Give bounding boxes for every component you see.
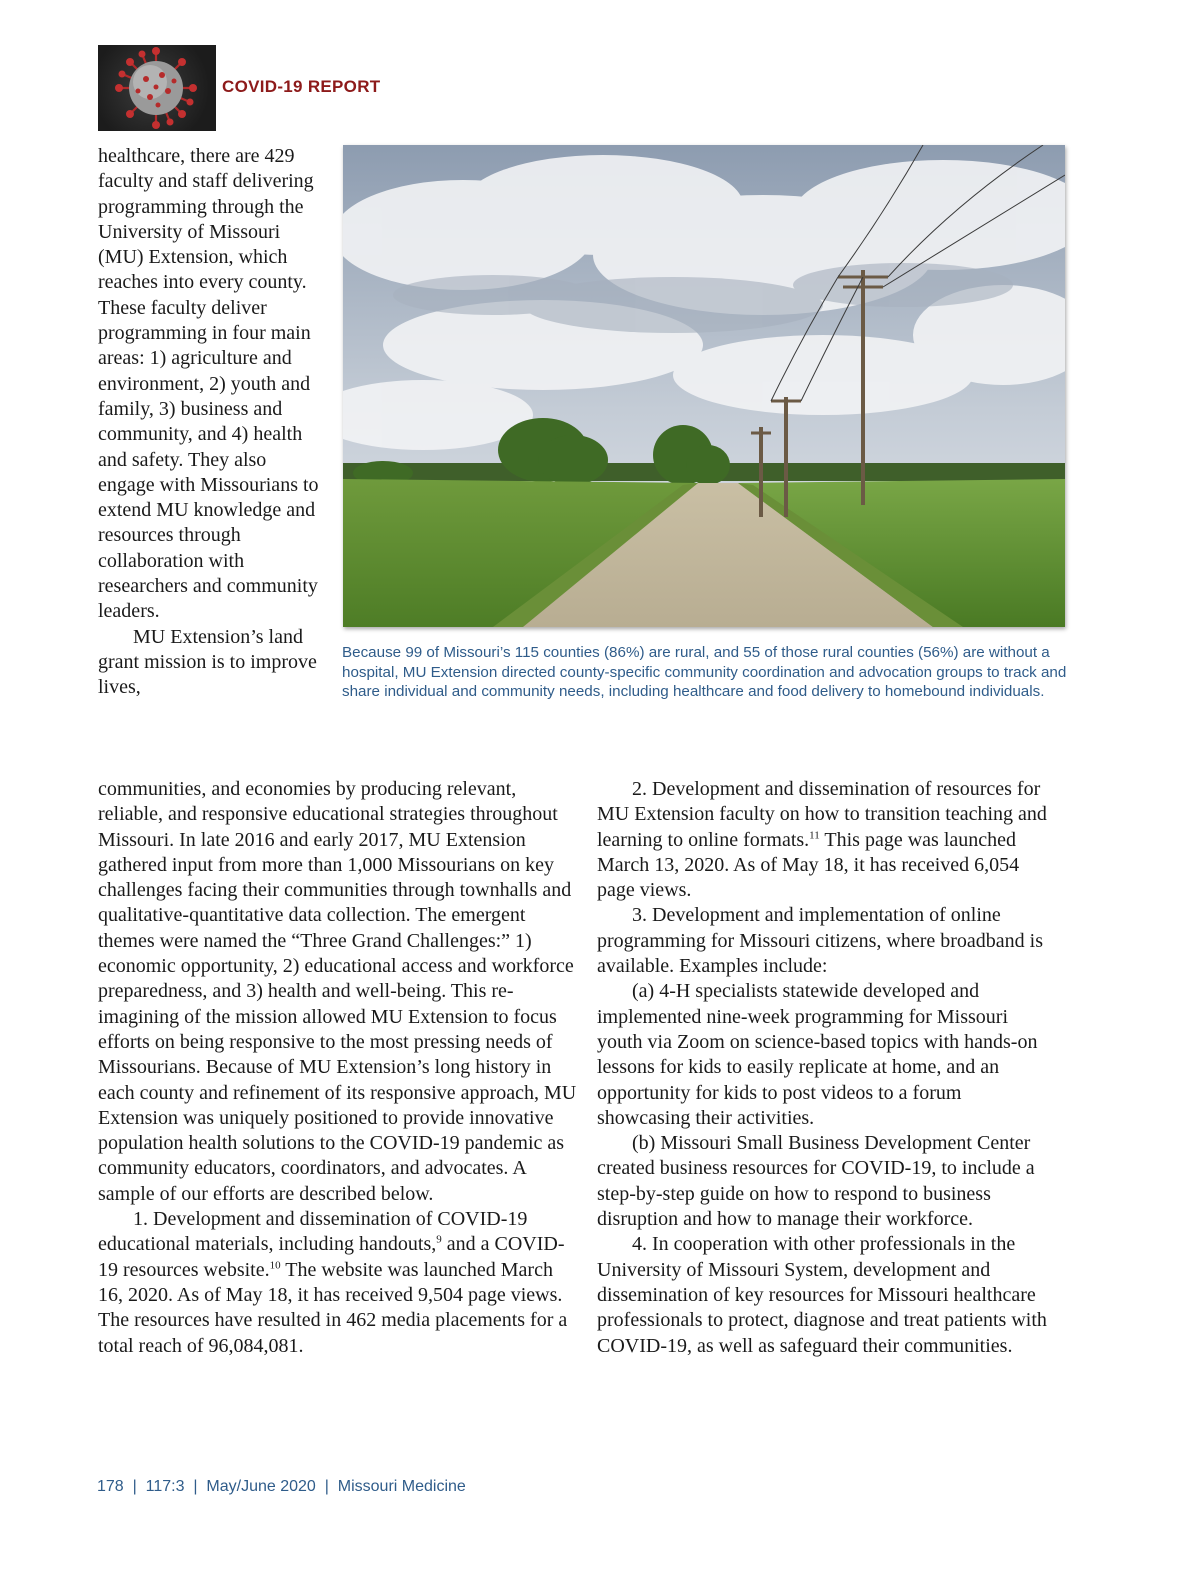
paragraph: (a) 4-H specialists statewide developed and implemented nine-week programming for Missouri youth via Zoom on science-based topics with hands-on lessons for kids to easily replicate at home, and an opportunity for kids to post videos to a forum showcasing their activities. <box>597 980 1038 1129</box>
footnote-ref: 9 <box>436 1233 442 1246</box>
paragraph: 2. Development and dissemination of resources for MU Extension faculty on how to transition teaching and learning to online formats.$^{11}$ This page was launched March 13, 2020. As of May 18, it has received 6,054 page views. <box>597 778 1047 902</box>
page-footer: 178 | 117:3 | May/June 2020 | Missouri Medicine <box>97 1478 466 1495</box>
paragraph: (b) Missouri Small Business Development Center created business resources for COVID-19, to include a step-by-step guide on how to respond to business disruption and how to manage their workforce. <box>597 1132 1035 1231</box>
paragraph: healthcare, there are 429 faculty and staff delivering programming through the University of Missouri (MU) Extension, which reaches into every county. These faculty deliver programming in four main areas: 1) agriculture and environment, 2) youth and family, 3) business and community, and 4) health and safety. They also engage with Missourians to extend MU knowledge and resources through collaboration with researchers and community leaders. <box>98 145 319 623</box>
section-title: COVID-19 REPORT <box>222 77 381 96</box>
text-column-left <box>98 777 578 1359</box>
footnote-ref: 11 <box>809 828 820 841</box>
text-column-narrow <box>98 144 323 701</box>
text-column-right <box>597 777 1052 1359</box>
paragraph: communities, and economies by producing relevant, reliable, and responsive educational strategies throughout Missouri. In late 2016 and early 2017, MU Extension gathered input from more than 1,000 Missourians on key challenges facing their communities through townhalls and qualitative-quantitative data collection. The emergent themes were named the “Three Grand Challenges:” 1) economic opportunity, 2) educational access and workforce preparedness, and 3) health and well-being. This re-imagining of the mission allowed MU Extension to focus efforts on being responsive to the most pressing needs of Missourians. Because of MU Extension’s long history in each county and refinement of its responsive approach, MU Extension was uniquely positioned to provide innovative population health solutions to the COVID-19 pandemic as community educators, coordinators, and advocates. A sample of our efforts are described below. <box>98 778 577 1205</box>
paragraph: 4. In cooperation with other professionals in the University of Missouri System, development and dissemination of key resources for Missouri healthcare professionals to protect, diagnose and treat patients with COVID-19, as well as safeguard their communities. <box>597 1233 1047 1357</box>
rural-road-photo <box>343 145 1065 627</box>
paragraph: MU Extension’s land grant mission is to improve lives, <box>98 625 317 699</box>
photo-caption: Because 99 of Missouri’s 115 counties (86%) are rural, and 55 of those rural counties (56%) are without a hospital, MU Extension directed county-specific community coordination and advocation groups to track and share individual and community needs, including healthcare and food delivery to homebound individuals. <box>342 644 1067 700</box>
footnote-ref: 10 <box>269 1258 281 1271</box>
coronavirus-thumbnail <box>98 45 216 131</box>
coronavirus-icon <box>98 45 216 131</box>
paragraph: 3. Development and implementation of online programming for Missouri citizens, where broadband is available. Examples include: <box>597 904 1044 978</box>
paragraph: 1. Development and dissemination of COVID-19 educational materials, including handouts,$^9$ and a COVID-19 resources website.$^{10}$ The website was launched March 16, 2020. As of May 18, it has received 9,504 page views. The resources have resulted in 462 media placements for a total reach of 96,084,081. <box>98 1208 568 1357</box>
